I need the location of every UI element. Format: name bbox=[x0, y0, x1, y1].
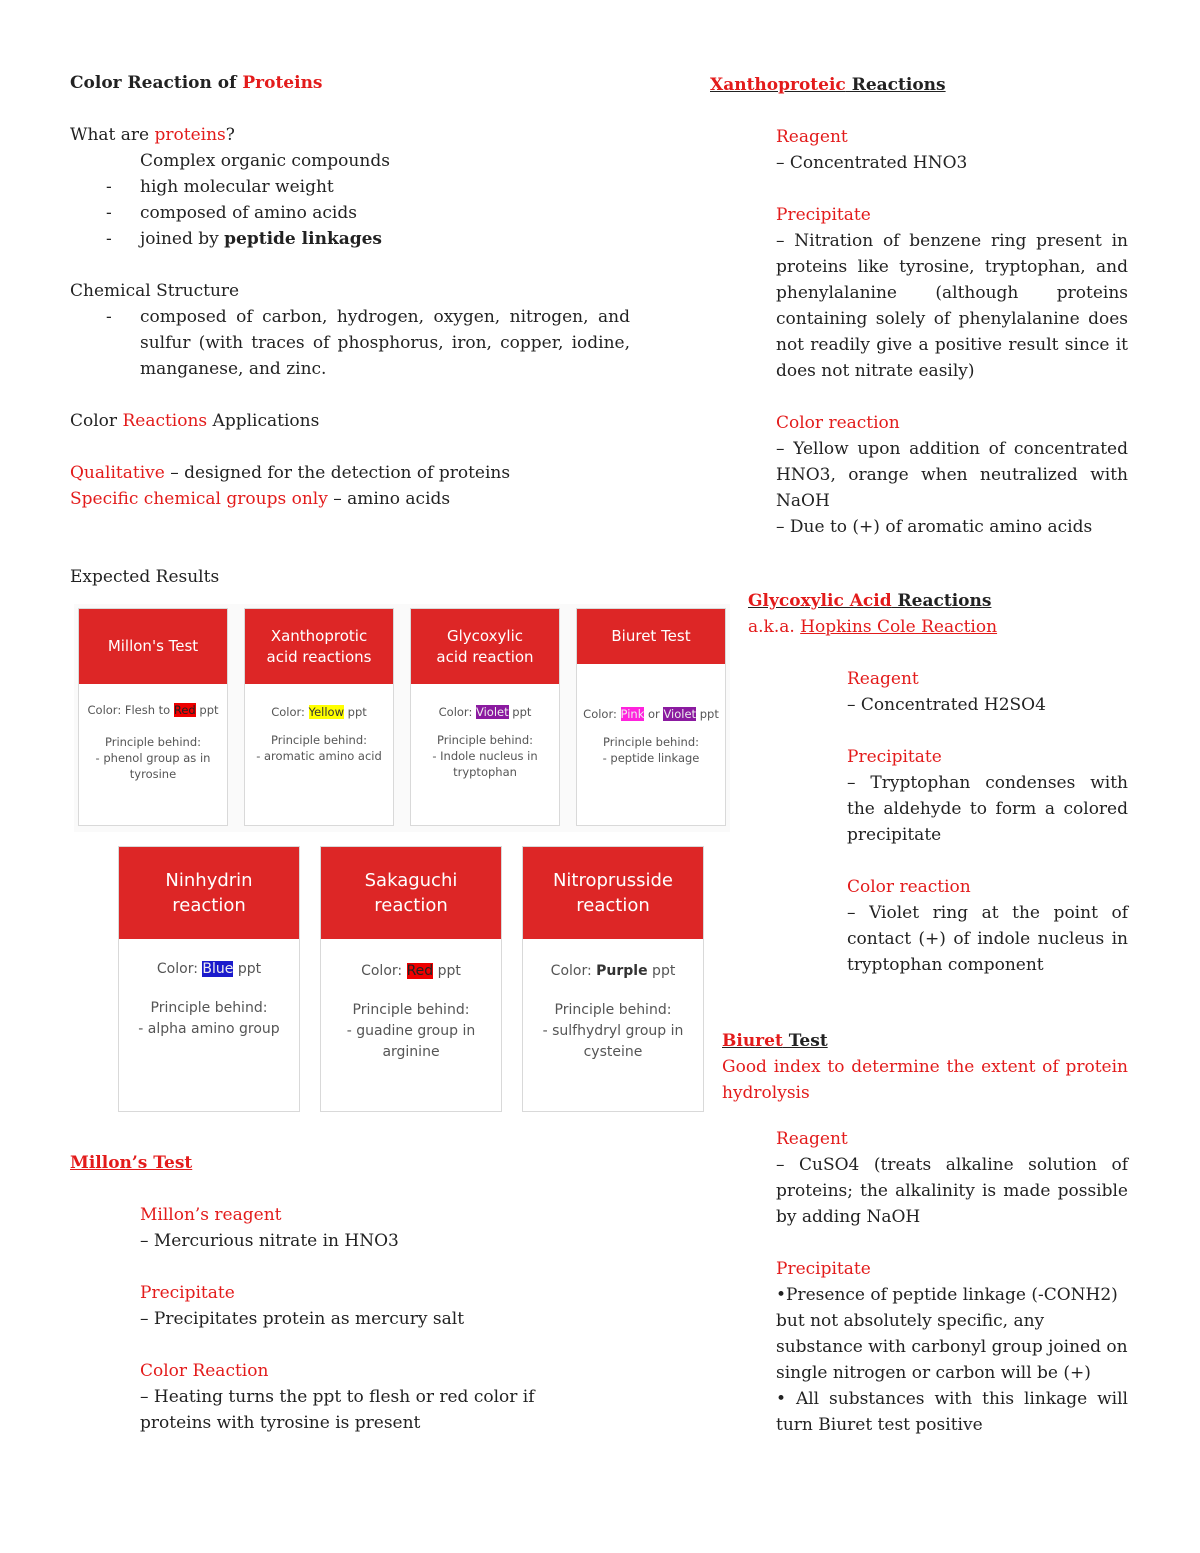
color-highlight: Yellow bbox=[308, 705, 344, 719]
bold-term: peptide linkages bbox=[224, 229, 383, 249]
card-sakaguchi bbox=[320, 846, 502, 1112]
xantho-color-1: – Yellow upon addition of concentrated HNO3, orange when neutralized with NaOH bbox=[776, 439, 1128, 511]
glyco-section bbox=[847, 666, 1128, 978]
color-highlight: Blue bbox=[202, 961, 234, 977]
card-body bbox=[245, 684, 393, 764]
q-suffix: ? bbox=[225, 125, 235, 145]
millon-reagent-label: Millon’s reagent bbox=[140, 1205, 282, 1225]
card-detail: - Indole nucleus in tryptophan bbox=[432, 749, 538, 779]
card-title: Ninhydrin reaction bbox=[119, 847, 299, 939]
color-highlight: Red bbox=[173, 703, 196, 717]
card-body bbox=[119, 939, 299, 1040]
color-highlight: Pink bbox=[620, 707, 645, 721]
millon-ppt-label: Precipitate bbox=[140, 1283, 235, 1303]
card-detail: - alpha amino group bbox=[138, 1021, 280, 1037]
glyco-reagent: – Concentrated H2SO4 bbox=[847, 695, 1046, 715]
millon-reagent: – Mercurious nitrate in HNO3 bbox=[140, 1231, 399, 1251]
biuret-ppt-1: •Presence of peptide linkage (-CONH2) but not absolutely specific, any substance with carbonyl group joined on single nitrogen or carbon will be (+) bbox=[776, 1285, 1128, 1383]
card-biuret bbox=[576, 608, 726, 826]
color-bold: Purple bbox=[596, 963, 648, 979]
biuret-ppt-2: • All substances with this linkage will turn Biuret test positive bbox=[776, 1389, 1128, 1435]
q-highlight: proteins bbox=[154, 125, 226, 145]
definition: Complex organic compounds bbox=[140, 151, 390, 171]
card-principle: Principle behind: bbox=[150, 1000, 268, 1016]
glyco-color: – Violet ring at the point of contact (+) of indole nucleus in tryptophan component bbox=[847, 903, 1128, 975]
card-body bbox=[577, 664, 725, 766]
glyco-heading-block bbox=[748, 588, 1148, 640]
xantho-section bbox=[776, 124, 1128, 540]
xantho-heading: Xanthoproteic Reactions bbox=[710, 75, 946, 95]
definition-bullets bbox=[70, 174, 630, 252]
bullet-item: - joined by peptide linkages bbox=[70, 226, 630, 252]
glyco-ppt-label: Precipitate bbox=[847, 747, 942, 767]
card-color: Color: Flesh to Red ppt bbox=[87, 703, 219, 717]
xantho-ppt: – Nitration of benzene ring present in proteins like tyrosine, tryptophan, and phenylalanine (although proteins containing solely of phenylalanine does not readily give a positive result since it does not nitrate easily) bbox=[776, 231, 1128, 381]
card-title: Glycoxylic acid reaction bbox=[411, 609, 559, 684]
biuret-reagent-label: Reagent bbox=[776, 1129, 848, 1149]
card-color: Color: Yellow ppt bbox=[271, 705, 367, 719]
question-line bbox=[70, 122, 630, 148]
card-body bbox=[321, 939, 501, 1063]
card-detail: - phenol group as in tyrosine bbox=[95, 751, 211, 781]
millon-heading: Millon’s Test bbox=[70, 1153, 193, 1173]
card-detail: - peptide linkage bbox=[602, 751, 700, 765]
card-title: Nitroprusside reaction bbox=[523, 847, 703, 939]
card-title: Xanthoprotic acid reactions bbox=[245, 609, 393, 684]
biuret-subtitle: Good index to determine the extent of protein hydrolysis bbox=[722, 1057, 1128, 1103]
xantho-reagent-label: Reagent bbox=[776, 127, 848, 147]
glyco-color-label: Color reaction bbox=[847, 877, 971, 897]
millon-section bbox=[140, 1202, 580, 1436]
page-title bbox=[70, 70, 630, 96]
bullet-item: - composed of amino acids bbox=[70, 200, 630, 226]
xantho-color-label: Color reaction bbox=[776, 413, 900, 433]
left-column bbox=[70, 70, 630, 590]
card-principle: Principle behind: bbox=[270, 733, 367, 747]
millon-color-label: Color Reaction bbox=[140, 1361, 269, 1381]
bullet-item: - high molecular weight bbox=[70, 174, 630, 200]
card-title: Millon's Test bbox=[79, 609, 227, 684]
card-nitroprusside bbox=[522, 846, 704, 1112]
biuret-section bbox=[776, 1126, 1128, 1438]
card-detail: - aromatic amino acid bbox=[256, 749, 382, 763]
card-detail: - guadine group in arginine bbox=[346, 1023, 476, 1060]
card-body bbox=[523, 939, 703, 1063]
card-color: Color: Purple ppt bbox=[550, 963, 676, 979]
glyco-aka-name: Hopkins Cole Reaction bbox=[800, 617, 998, 637]
color-highlight-2: Violet bbox=[663, 707, 697, 721]
biuret-ppt-label: Precipitate bbox=[776, 1259, 871, 1279]
card-ninhydrin bbox=[118, 846, 300, 1112]
card-glycoxylic bbox=[410, 608, 560, 826]
color-highlight: Red bbox=[406, 963, 434, 979]
card-color: Color: Violet ppt bbox=[438, 705, 532, 719]
q-prefix: What are bbox=[70, 125, 155, 145]
chem-heading: Chemical Structure bbox=[70, 281, 240, 301]
qualitative-label: Qualitative bbox=[70, 463, 165, 483]
chem-bullets bbox=[70, 304, 630, 382]
glyco-heading: Glycoxylic Acid Reactions bbox=[748, 591, 992, 611]
xantho-ppt-label: Precipitate bbox=[776, 205, 871, 225]
card-title: Biuret Test bbox=[577, 609, 725, 664]
card-body bbox=[79, 684, 227, 782]
millon-color: – Heating turns the ppt to flesh or red color if proteins with tyrosine is present bbox=[140, 1387, 535, 1433]
title-highlight: Proteins bbox=[242, 73, 323, 93]
glyco-reagent-label: Reagent bbox=[847, 669, 919, 689]
biuret-heading-block bbox=[722, 1028, 1128, 1106]
specific-label: Specific chemical groups only bbox=[70, 489, 328, 509]
glyco-aka: a.k.a. Hopkins Cole Reaction bbox=[748, 617, 998, 637]
card-millon bbox=[78, 608, 228, 826]
millon-heading-block bbox=[70, 1150, 630, 1176]
millon-ppt: – Precipitates protein as mercury salt bbox=[140, 1309, 465, 1329]
card-principle: Principle behind: bbox=[352, 1002, 470, 1018]
applications-heading: Color Reactions Applications bbox=[70, 411, 320, 431]
card-title: Sakaguchi reaction bbox=[321, 847, 501, 939]
card-color: Color: Red ppt bbox=[361, 963, 461, 979]
qualitative-line: Qualitative – designed for the detection of proteins bbox=[70, 463, 511, 483]
card-principle: Principle behind: bbox=[436, 733, 533, 747]
glyco-ppt: – Tryptophan condenses with the aldehyde to form a colored precipitate bbox=[847, 773, 1128, 845]
card-body bbox=[411, 684, 559, 780]
xantho-color-2: – Due to (+) of aromatic amino acids bbox=[776, 517, 1093, 537]
bullet-item: - composed of carbon, hydrogen, oxygen, nitrogen, and sulfur (with traces of phosphorus, iron, copper, iodine, manganese, and zinc. bbox=[70, 304, 630, 382]
card-color: Color: Blue ppt bbox=[156, 961, 262, 977]
color-highlight: Violet bbox=[475, 705, 509, 719]
card-principle: Principle behind: bbox=[554, 1002, 672, 1018]
card-xanthoprotic bbox=[244, 608, 394, 826]
card-principle: Principle behind: bbox=[104, 735, 201, 749]
title-prefix: Color Reaction of bbox=[70, 73, 243, 93]
card-color: Color: Pink or Violet ppt bbox=[583, 707, 719, 721]
specific-line: Specific chemical groups only – amino acids bbox=[70, 489, 451, 509]
xantho-heading-block bbox=[710, 72, 1140, 98]
biuret-heading: Biuret Test bbox=[722, 1031, 828, 1051]
app-highlight: Reactions bbox=[122, 411, 208, 431]
card-principle: Principle behind: bbox=[602, 735, 699, 749]
card-detail: - sulfhydryl group in cysteine bbox=[542, 1023, 684, 1060]
expected-results-heading: Expected Results bbox=[70, 567, 220, 587]
biuret-reagent: – CuSO4 (treats alkaline solution of proteins; the alkalinity is made possible by adding NaOH bbox=[776, 1155, 1128, 1227]
xantho-reagent: – Concentrated HNO3 bbox=[776, 153, 968, 173]
